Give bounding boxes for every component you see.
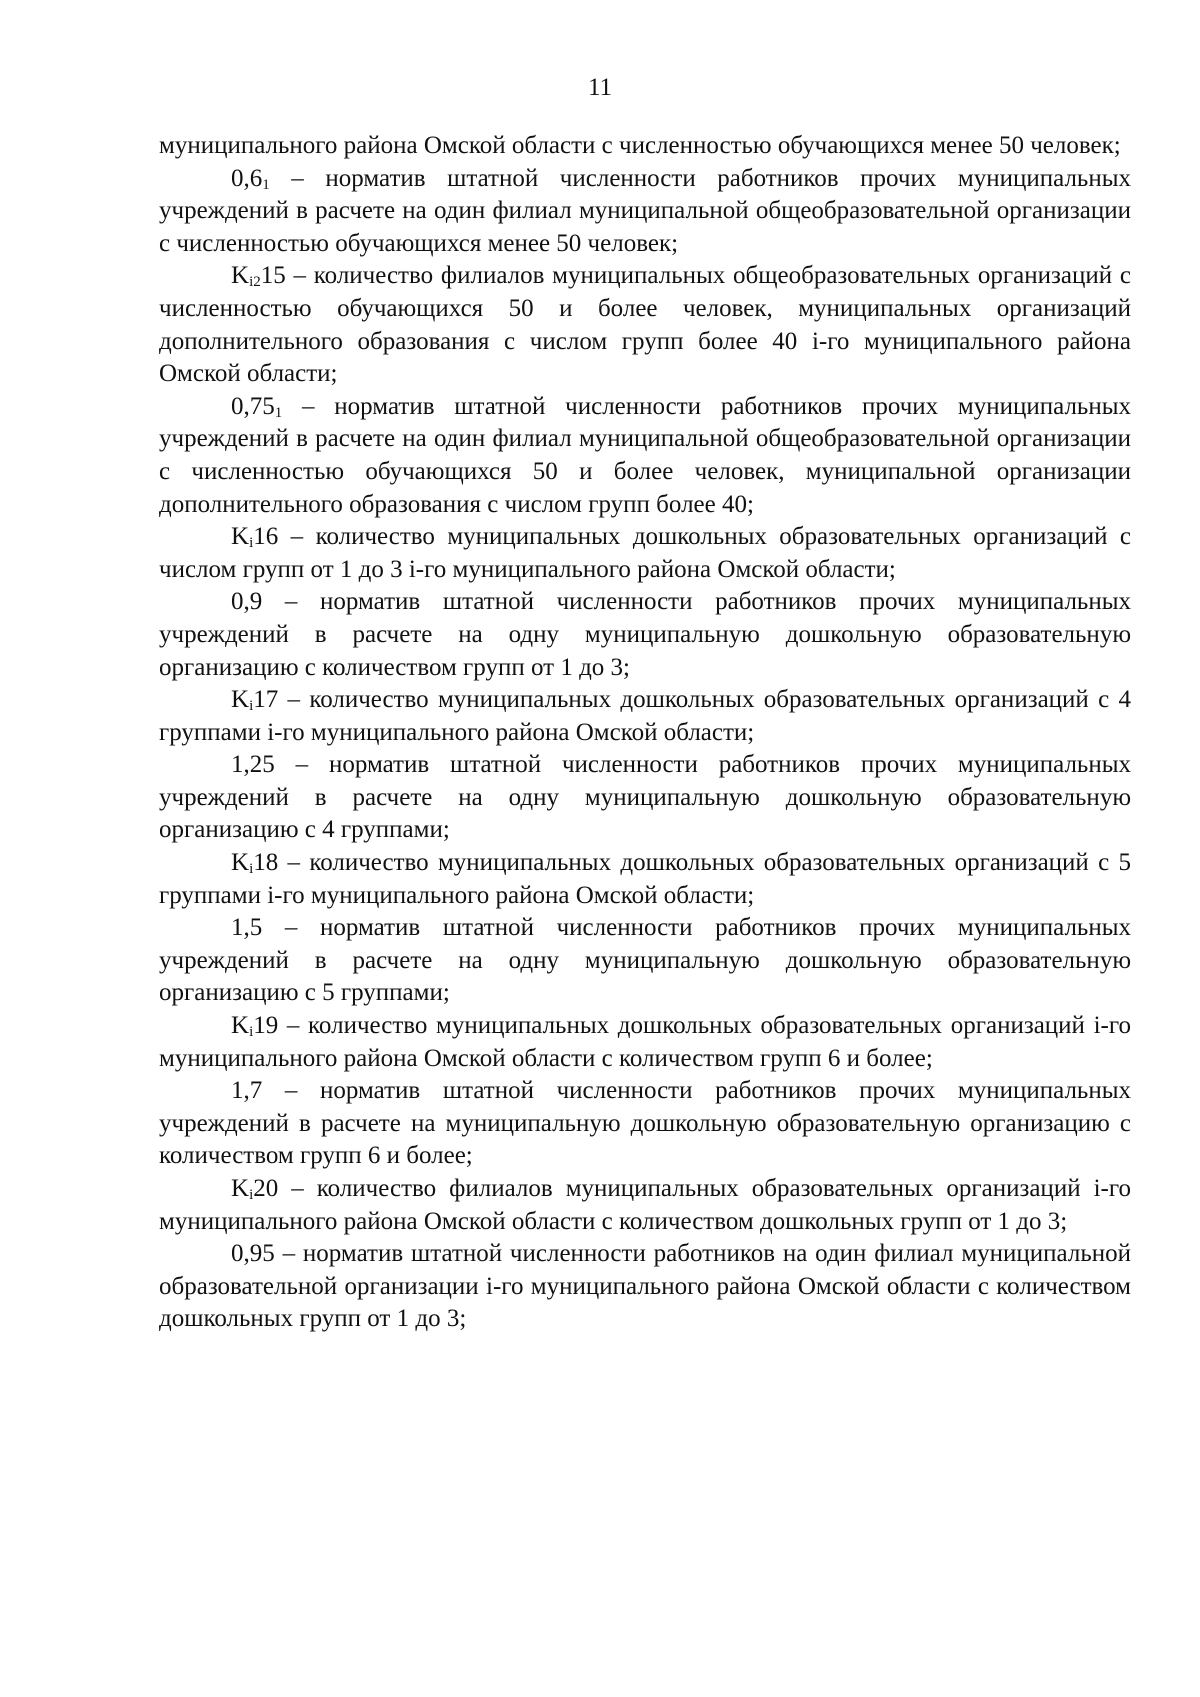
paragraph-text: – норматив штатной численности работников прочих муниципальных учреждений в расчете на один филиал муниципальной общеобразовательной организации с численностью обучающихся 50 и более человек, муниципальной организации дополнительного образования с числом групп более 40;: [159, 392, 1131, 518]
paragraph-text: муниципального района Омской области с численностью обучающихся менее 50 человек;: [159, 132, 1121, 159]
paragraph-text: 1,5 – норматив штатной численности работников прочих муниципальных учреждений в расчете на одну муниципальную дошкольную образовательную организацию с 5 группами;: [159, 914, 1131, 1007]
formula-subscript: 1: [274, 404, 283, 421]
formula-subscript: i: [249, 535, 254, 552]
paragraph-text: 1,7 – норматив штатной численности работников прочих муниципальных учреждений в расчете на муниципальную дошкольную образовательную организацию с количеством групп 6 и более;: [159, 1077, 1131, 1170]
paragraph: [159, 912, 1131, 1010]
paragraph: [159, 684, 1131, 749]
paragraph: [159, 260, 1131, 390]
paragraph-text: 0,95 – норматив штатной численности работников на один филиал муниципальной образовательной организации i-го муниципального района Омской области с количеством дошкольных групп от 1 до 3;: [159, 1240, 1131, 1333]
formula-symbol: K: [231, 262, 250, 290]
paragraph: [159, 1173, 1131, 1238]
paragraph-text: – норматив штатной численности работников прочих муниципальных учреждений в расчете на один филиал муниципальной общеобразовательной организации с численностью обучающихся менее 50 человек;: [159, 164, 1131, 257]
paragraph: [159, 130, 1131, 163]
formula-symbol: 0,75: [231, 392, 275, 420]
formula-symbol: K: [231, 686, 250, 714]
paragraph: [159, 586, 1131, 684]
formula-symbol: K: [231, 1012, 250, 1040]
formula-subscript: i: [249, 698, 254, 715]
formula-symbol: K: [231, 523, 250, 551]
page-number: 11: [587, 74, 613, 101]
paragraph-text: 0,9 – норматив штатной численности работников прочих муниципальных учреждений в расчете на одну муниципальную дошкольную образовательную организацию с количеством групп от 1 до 3;: [159, 588, 1131, 681]
formula-subscript: i: [249, 1024, 254, 1041]
paragraph: [159, 847, 1131, 912]
paragraph: [159, 749, 1131, 847]
formula-symbol: 0,6: [231, 164, 263, 192]
paragraph: [159, 1238, 1131, 1336]
formula-subscript: 1: [262, 176, 270, 193]
paragraph-text: 18 – количество муниципальных дошкольных образовательных организаций с 5 группами i-го муниципального района Омской области;: [159, 849, 1131, 909]
document-body: [159, 130, 1131, 1336]
paragraph-text: 19 – количество муниципальных дошкольных образовательных организаций i-го муниципального района Омской области с количеством групп 6 и более;: [159, 1012, 1131, 1072]
paragraph: [159, 521, 1131, 586]
formula-subscript: i: [249, 861, 254, 878]
formula-symbol: K: [231, 849, 250, 877]
formula-subscript: i: [249, 1187, 254, 1203]
formula-symbol: K: [231, 1175, 250, 1202]
paragraph-text: 1,25 – норматив штатной численности работников прочих муниципальных учреждений в расчете на одну муниципальную дошкольную образовательную организацию с 4 группами;: [159, 751, 1131, 844]
paragraph-text: 20 – количество филиалов муниципальных образовательных организаций i-го муниципального района Омской области с количеством дошкольных групп от 1 до 3;: [159, 1175, 1131, 1235]
paragraph: [159, 391, 1131, 521]
paragraph-text: 17 – количество муниципальных дошкольных образовательных организаций с 4 группами i-го муниципального района Омской области;: [159, 686, 1131, 746]
paragraph: [159, 1010, 1131, 1075]
paragraph-text: 15 – количество филиалов муниципальных общеобразовательных организаций с численностью обучающихся 50 и более человек, муниципальных организаций дополнительного образования с числом групп более 40 i-го муниципального района Омской области;: [159, 262, 1131, 388]
paragraph: [159, 1075, 1131, 1173]
formula-subscript: i2: [249, 274, 261, 291]
paragraph: [159, 163, 1131, 261]
paragraph-text: 16 – количество муниципальных дошкольных образовательных организаций с числом групп от 1 до 3 i-го муниципального района Омской области;: [159, 523, 1131, 583]
